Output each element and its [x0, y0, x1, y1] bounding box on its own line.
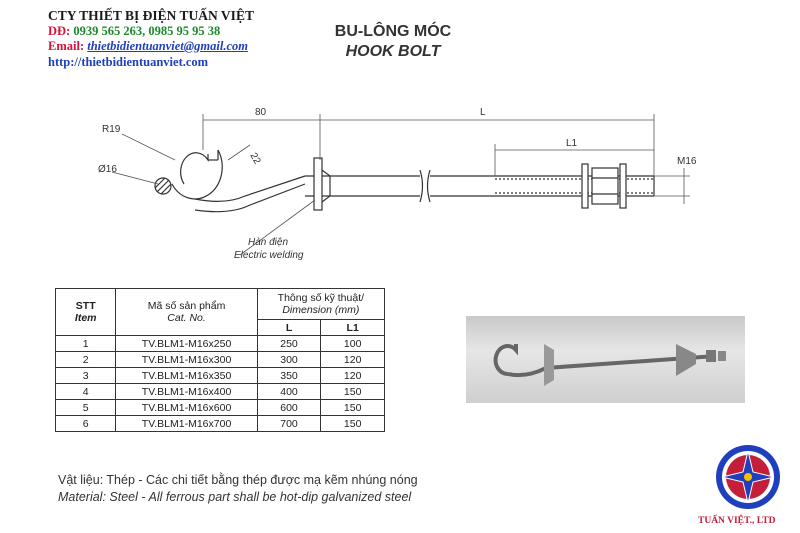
spec-table — [55, 288, 385, 432]
weld-label-en: Electric welding — [234, 250, 304, 261]
header-stt: STT Item — [56, 289, 116, 336]
material-note — [58, 472, 418, 506]
header-L1: L1 — [321, 320, 385, 336]
dim-d16: Ø16 — [98, 164, 117, 175]
phone-value: 0939 565 263, 0985 95 95 38 — [73, 23, 221, 38]
title-vi: BU-LÔNG MÓC — [334, 23, 452, 40]
website-link[interactable]: http://thietbidientuanviet.com — [48, 54, 209, 69]
dim-M16: M16 — [677, 156, 697, 167]
company-name: CTY THIẾT BỊ ĐIỆN TUẤN VIỆT — [48, 8, 254, 23]
table-row: 4 TV.BLM1-M16x400 400 150 — [56, 384, 385, 400]
logo-text: TUẤN VIỆT., LTD — [698, 516, 776, 526]
dim-22: 22 — [247, 151, 263, 167]
phone-label: DĐ: — [48, 23, 71, 38]
material-en: Material: Steel - All ferrous part shall be hot-dip galvanized steel — [58, 490, 412, 504]
material-vi: Vật liệu: Thép - Các chi tiết bằng thép được mạ kẽm nhúng nóng — [58, 473, 418, 487]
hook-inner-line — [181, 153, 208, 184]
table-row: 6 TV.BLM1-M16x700 700 150 — [56, 416, 385, 432]
dim-80: 80 — [255, 107, 267, 118]
dim-L: L — [480, 107, 486, 118]
title-en: HOOK BOLT — [345, 43, 441, 60]
table-row: 2 TV.BLM1-M16x300 300 120 — [56, 352, 385, 368]
email-link[interactable]: thietbidientuanviet@gmail.com — [87, 39, 248, 53]
hook-outer-line — [172, 150, 222, 199]
product-photo — [466, 316, 745, 403]
header-L: L — [257, 320, 321, 336]
table-row: 1 TV.BLM1-M16x250 250 100 — [56, 336, 385, 352]
header-code: Mã số sản phẩm Cat. No. — [116, 289, 257, 336]
weld-label-vi: Hàn điện — [248, 237, 289, 248]
email-label: Email: — [48, 39, 85, 53]
table-row: 5 TV.BLM1-M16x600 600 150 — [56, 400, 385, 416]
dim-L1: L1 — [566, 138, 578, 149]
table-row: 3 TV.BLM1-M16x350 350 120 — [56, 368, 385, 384]
header-spec: Thông số kỹ thuật/ Dimension (mm) — [257, 289, 384, 320]
dim-R19: R19 — [102, 124, 121, 135]
